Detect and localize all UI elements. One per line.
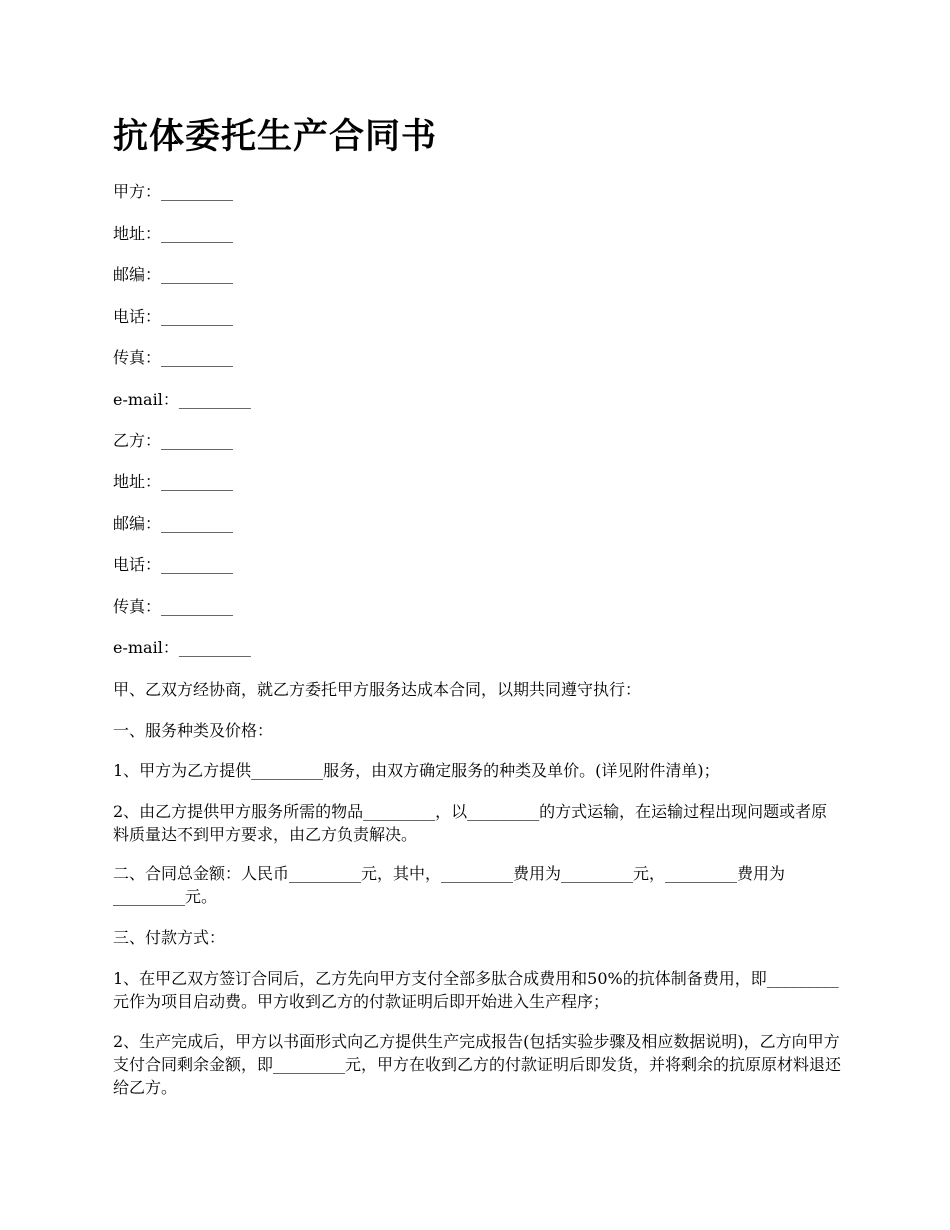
section1-heading: 一、服务种类及价格： bbox=[113, 721, 274, 740]
document-title: 抗体委托生产合同书 bbox=[113, 117, 438, 157]
party-a-name: 甲方：_________ bbox=[113, 182, 234, 201]
preamble-paragraph: 甲、乙双方经协商，就乙方委托甲方服务达成本合同，以期共同遵守执行： bbox=[113, 680, 642, 699]
party-b-email: e-mail：_________ bbox=[113, 638, 251, 657]
section1-item1: 1、甲方为乙方提供_________服务，由双方确定服务的种类及单价。(详见附件清单)； bbox=[113, 761, 720, 780]
party-a-email: e-mail：_________ bbox=[113, 390, 251, 409]
section3-item1: 1、在甲乙双方签订合同后，乙方先向甲方支付全部多肽合成费用和50%的抗体制备费用，即_________元作为项目启动费。甲方收到乙方的付款证明后即开始进入生产程序； bbox=[113, 969, 839, 1011]
party-b-name: 乙方：_________ bbox=[113, 431, 234, 450]
party-a-fax: 传真：_________ bbox=[113, 348, 234, 367]
party-a-postcode: 邮编：_________ bbox=[113, 265, 234, 284]
section3-heading: 三、付款方式： bbox=[113, 928, 226, 947]
section2-paragraph: 二、合同总金额：人民币_________元，其中，_________费用为_________元，_________费用为_________元。 bbox=[113, 864, 786, 906]
section3-item2: 2、生产完成后，甲方以书面形式向乙方提供生产完成报告(包括实验步骤及相应数据说明)，乙方向甲方支付合同剩余金额，即_________元，甲方在收到乙方的付款证明后即发货，并将剩余的抗原原材料退还给乙方。 bbox=[113, 1032, 842, 1097]
party-a-address: 地址：_________ bbox=[113, 224, 234, 243]
party-b-address: 地址：_________ bbox=[113, 472, 234, 491]
party-b-fax: 传真：_________ bbox=[113, 597, 234, 616]
party-a-phone: 电话：_________ bbox=[113, 307, 234, 326]
party-b-postcode: 邮编：_________ bbox=[113, 514, 234, 533]
section1-item2: 2、由乙方提供甲方服务所需的物品_________，以_________的方式运输，在运输过程出现问题或者原料质量达不到甲方要求，由乙方负责解决。 bbox=[113, 802, 828, 844]
party-b-phone: 电话：_________ bbox=[113, 555, 234, 574]
